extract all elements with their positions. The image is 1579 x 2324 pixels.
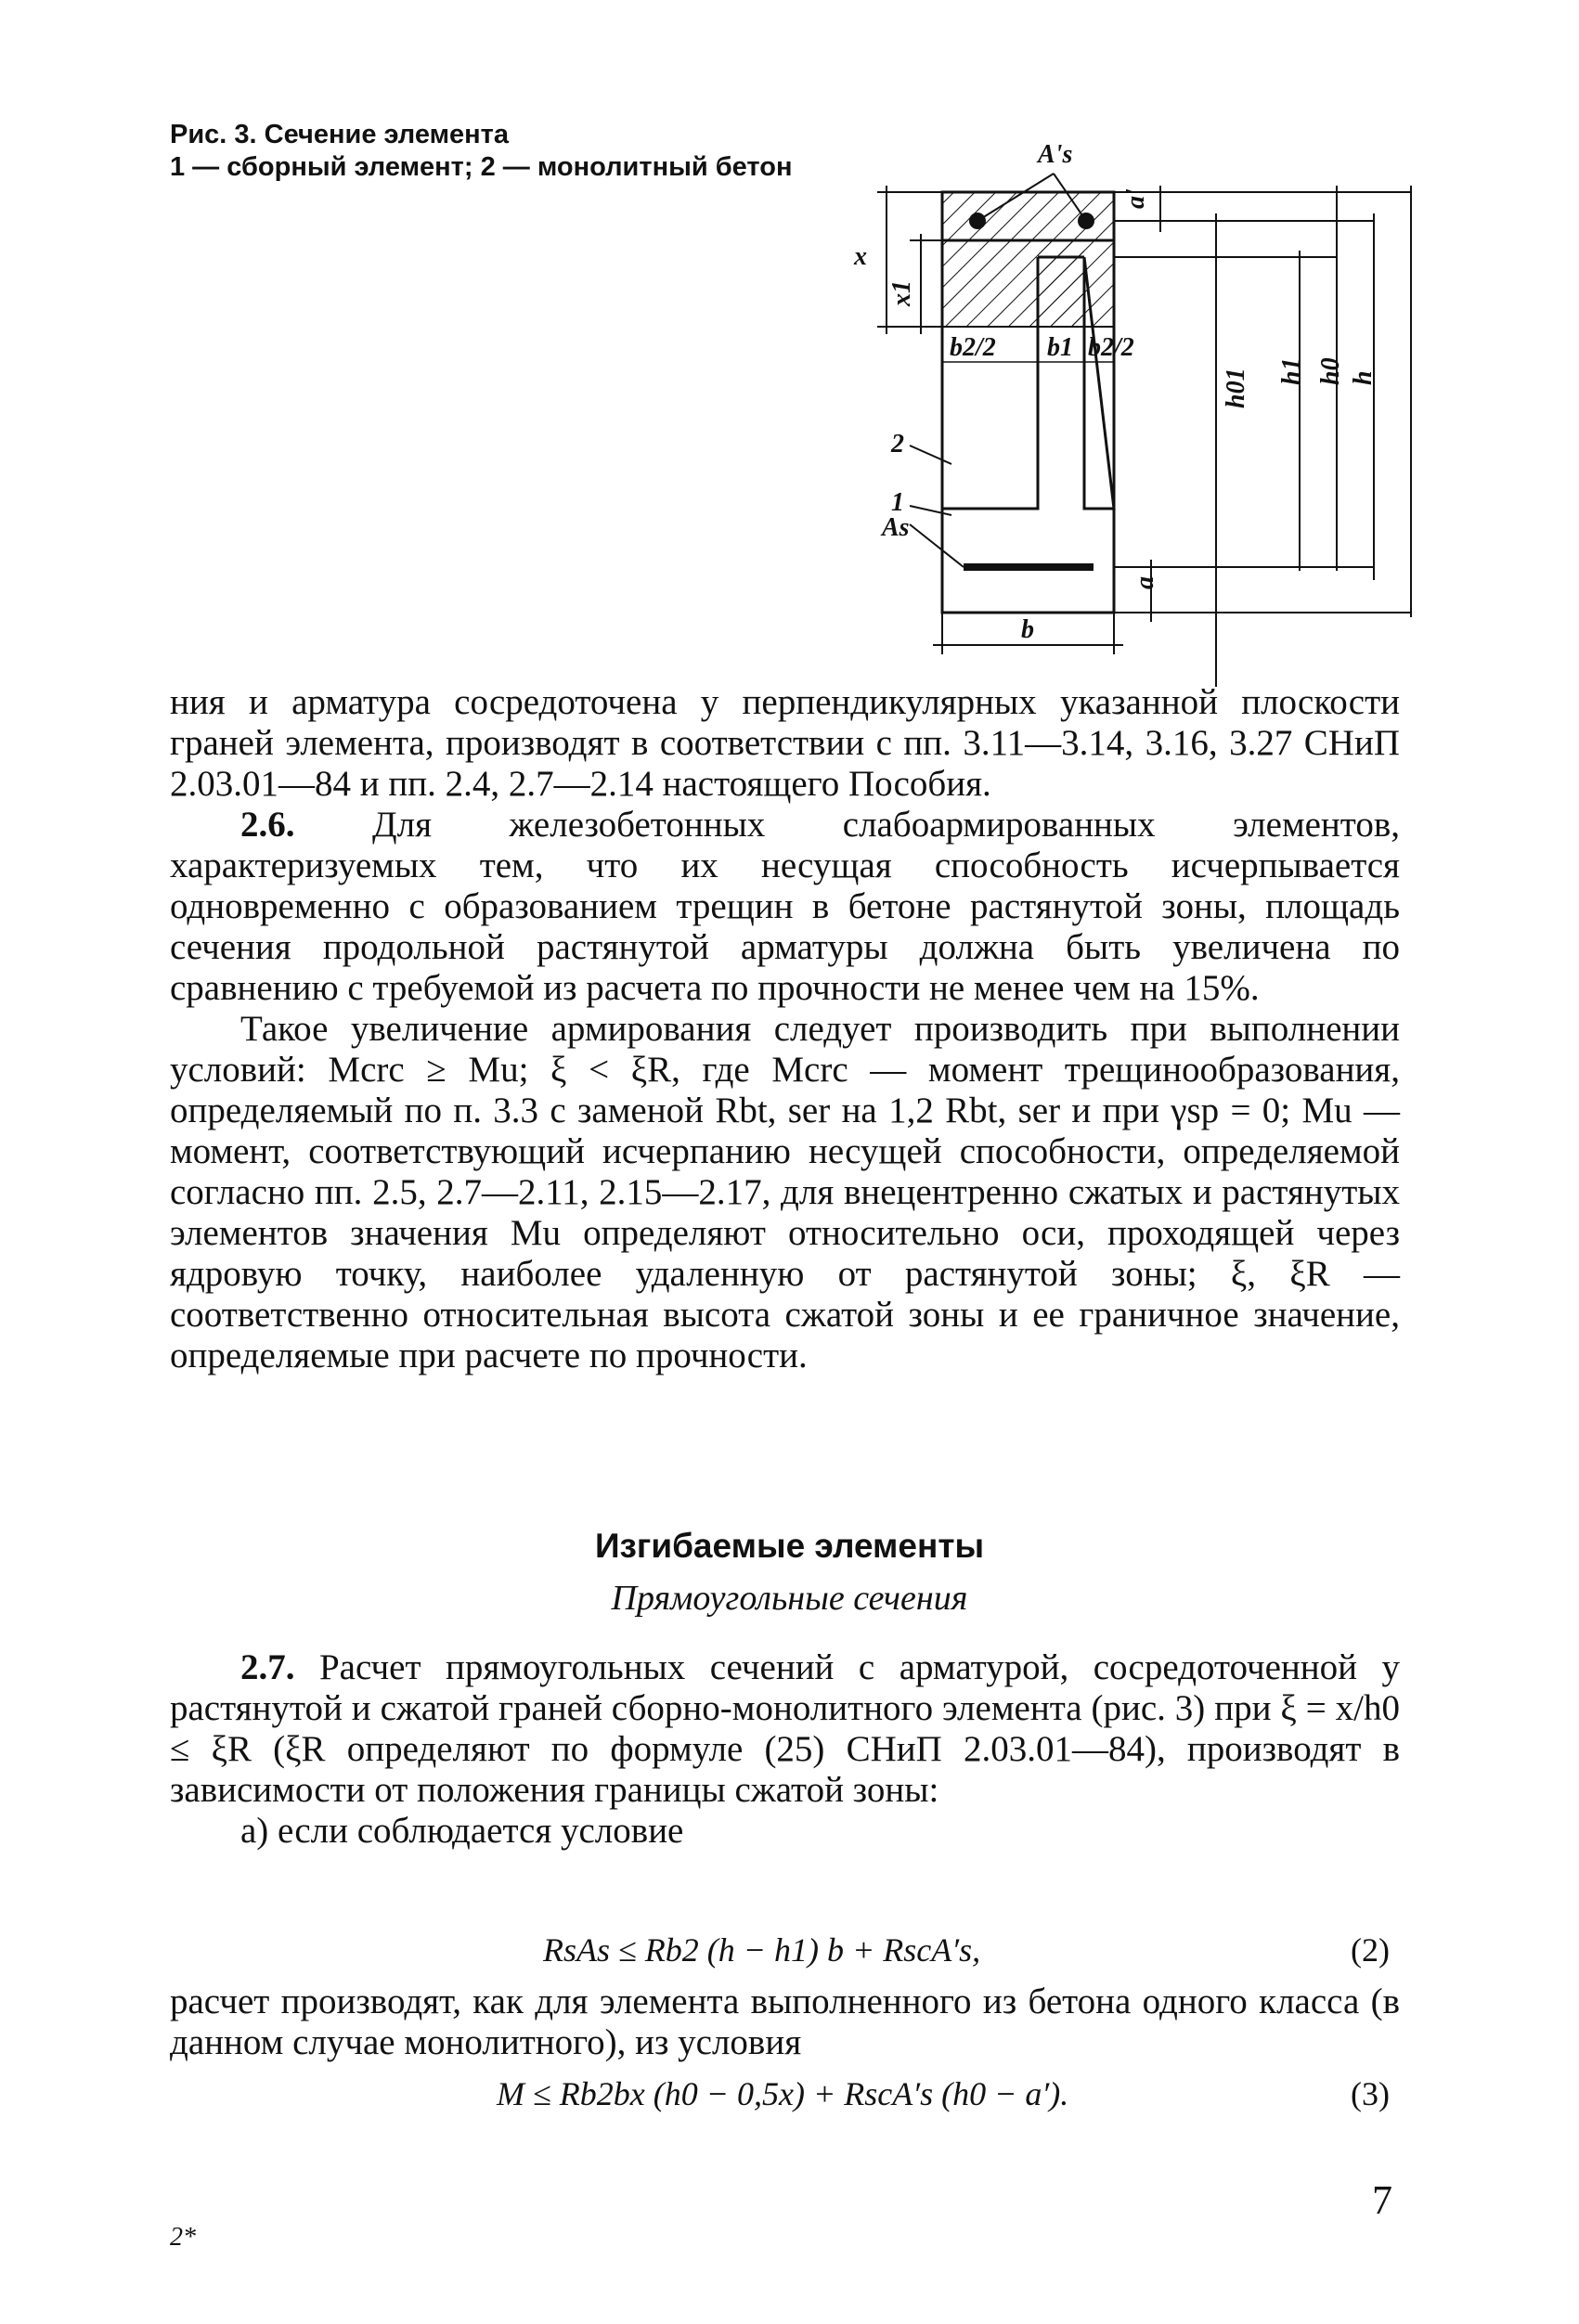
label-as: As bbox=[882, 513, 910, 542]
precast-inner-block bbox=[1038, 240, 1084, 327]
paragraph-2-6 bbox=[170, 805, 1400, 1009]
body-after-formula bbox=[170, 1982, 1400, 2063]
label-b1: b1 bbox=[1047, 333, 1073, 362]
section-heading: Изгибаемые элементы bbox=[594, 1527, 985, 1565]
body-lower bbox=[170, 1647, 1400, 1852]
tension-reinforcement bbox=[964, 563, 1094, 571]
label-h01: h01 bbox=[1222, 368, 1250, 408]
formula-2: RsAs ≤ Rb2 (h − h1) b + RscA′s, bbox=[543, 1931, 981, 1969]
paragraph-continued: ния и арматура сосредоточена у перпендикулярных указанной плоскости граней элемента, производят в соответствии с пп. 3.11—3.14, 3.16, 3.27 СНиП 2.03.01—84 и пп. 2.4, 2.7—2.14 настоящего Пособия. bbox=[170, 682, 1400, 804]
paragraph-2-7-text: Расчет прямоугольных сечений с арматурой, сосредоточенной у растянутой и сжатой граней сборно-монолитного элемента (рис. 3) при ξ = x/h0 ≤ ξR (ξR определяют по формуле (25) СНиП 2.03.01—84), производят в зависимости от положения границы сжатой зоны: bbox=[170, 1647, 1401, 1810]
figure-title: Рис. 3. Сечение элемента bbox=[170, 120, 510, 149]
clause-number-2-7: 2.7. bbox=[240, 1647, 295, 1687]
body-upper bbox=[170, 682, 1400, 1376]
paragraph-conditions: Такое увеличение армирования следует производить при выполнении условий: Mcrc ≥ Mu; ξ < ξR, где Mcrc — момент трещинообразования, определяемый по п. 3.3 с заменой Rbt, ser на 1,2 Rbt, ser и при γsp = 0; Mu — момент, соответствующий исчерпанию несущей способности, определяемой согласно пп. 2.5, 2.7—2.11, 2.15—2.17, для внецентренно сжатых и растянутых элементов значения Mu определяют относительно оси, проходящей через ядровую точку, наиболее удаленную от растянутой зоны; ξ, ξR — соответственно относительная высота сжатой зоны и ее граничное значение, определяемые при расчете по прочности. bbox=[170, 1009, 1400, 1375]
label-x: x bbox=[854, 242, 867, 271]
figure-legend: 1 — сборный элемент; 2 — монолитный бетон bbox=[170, 152, 793, 182]
label-1: 1 bbox=[891, 488, 904, 517]
signature-mark: 2* bbox=[170, 2223, 196, 2252]
label-h1: h1 bbox=[1277, 357, 1306, 385]
label-as-prime: A's bbox=[1038, 140, 1073, 169]
clause-number-2-6: 2.6. bbox=[240, 805, 295, 845]
label-h0: h0 bbox=[1316, 357, 1345, 385]
section-drawing bbox=[798, 116, 1448, 687]
formula-3: M ≤ Rb2bx (h0 − 0,5x) + RscA′s (h0 − a′). bbox=[497, 2075, 1069, 2112]
label-x1: x1 bbox=[887, 280, 916, 306]
label-2: 2 bbox=[891, 430, 904, 458]
section-figure bbox=[798, 116, 1448, 687]
label-a-prime: a' bbox=[1121, 188, 1150, 209]
formula-3-number: (3) bbox=[1351, 2075, 1390, 2112]
subsection-heading: Прямоугольные сечения bbox=[611, 1579, 968, 1618]
paragraph-2-6-text: Для железобетонных слабоармированных элементов, характеризуемых тем, что их несущая способность исчерпывается одновременно с образованием трещин в бетоне растянутой зоны, площадь сечения продольной растянутой арматуры должна быть увеличена по сравнению с требуемой из расчета по прочности не менее чем на 15%. bbox=[170, 805, 1400, 1008]
formula-2-number: (2) bbox=[1351, 1931, 1390, 1969]
label-b2-half-left: b2/2 bbox=[950, 333, 996, 362]
paragraph-calculation: расчет производят, как для элемента выполненного из бетона одного класса (в данном случае монолитного), из условия bbox=[170, 1982, 1400, 2062]
label-b: b bbox=[1021, 615, 1034, 644]
condition-a: а) если соблюдается условие bbox=[240, 1811, 684, 1851]
label-h: h bbox=[1349, 370, 1378, 385]
label-b2-half-right: b2/2 bbox=[1088, 333, 1134, 362]
label-a: a bbox=[1131, 576, 1159, 589]
page-number: 7 bbox=[1372, 2177, 1392, 2223]
figure-caption bbox=[170, 119, 820, 184]
paragraph-2-7 bbox=[170, 1647, 1400, 1811]
